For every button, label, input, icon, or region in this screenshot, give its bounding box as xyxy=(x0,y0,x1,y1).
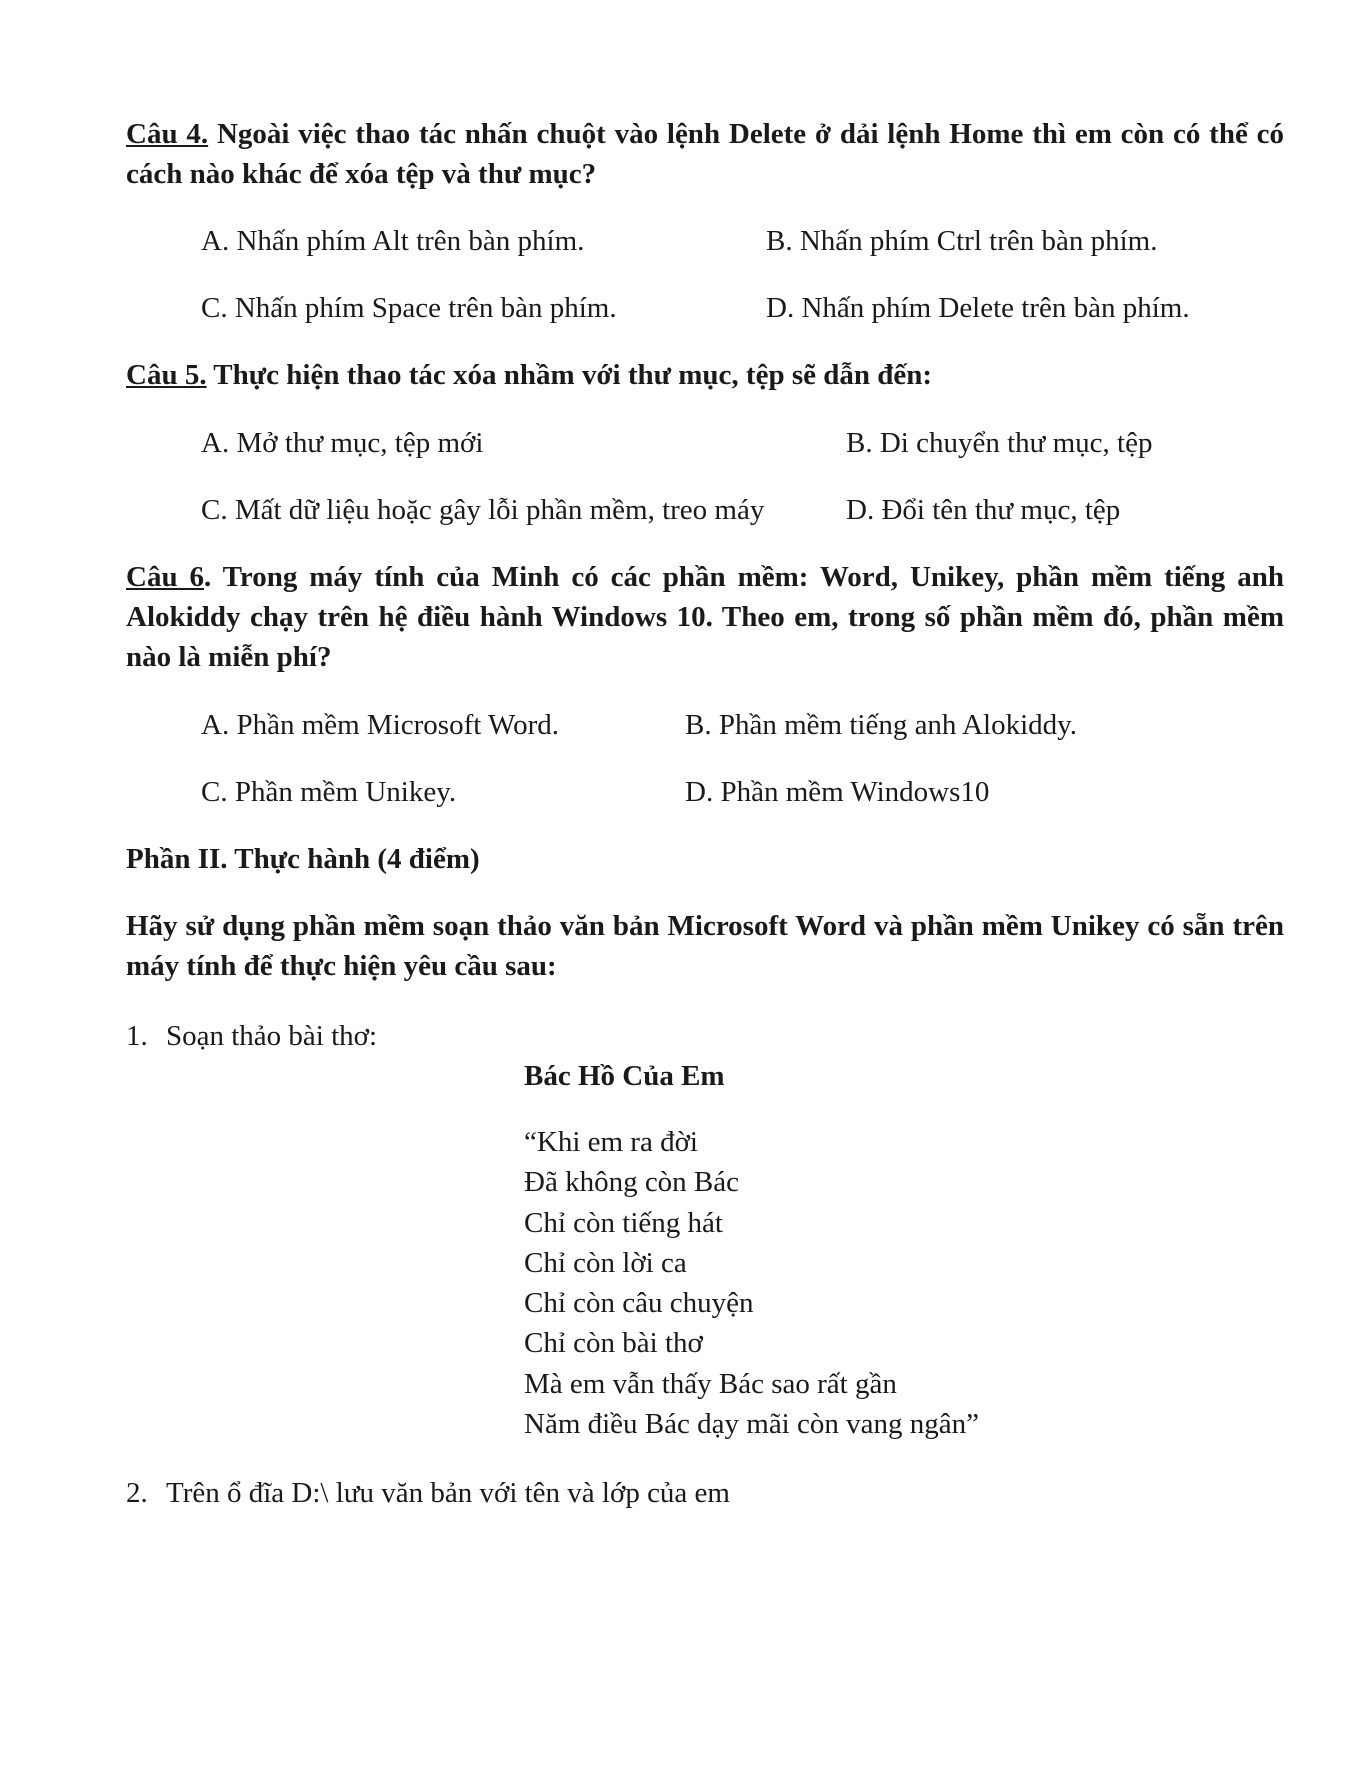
question-6-option-d: D. Phần mềm Windows10 xyxy=(685,776,990,808)
question-6-label: Câu 6 xyxy=(126,561,205,593)
question-6-option-b: B. Phần mềm tiếng anh Alokiddy. xyxy=(685,709,1078,741)
poem-line: Đã không còn Bác xyxy=(524,1166,740,1199)
question-6 xyxy=(126,557,1284,677)
question-5-label: Câu 5. xyxy=(126,359,207,391)
poem-line: Chỉ còn bài thơ xyxy=(524,1327,703,1360)
question-4-option-d: D. Nhấn phím Delete trên bàn phím. xyxy=(766,292,1190,324)
task-item-2-number: 2. xyxy=(126,1477,148,1509)
question-6-option-a: A. Phần mềm Microsoft Word. xyxy=(201,709,559,741)
question-5-option-d: D. Đổi tên thư mục, tệp xyxy=(846,494,1121,526)
question-5 xyxy=(126,355,1284,395)
task-item-2 xyxy=(126,1473,730,1513)
task-item-1 xyxy=(126,1016,377,1056)
poem-title: Bác Hồ Của Em xyxy=(524,1060,725,1092)
task-item-2-text: Trên ổ đĩa D:\ lưu văn bản với tên và lớp của em xyxy=(166,1477,730,1509)
question-4-text: Ngoài việc thao tác nhấn chuột vào lệnh Delete ở dải lệnh Home thì em còn có thể có cách nào khác để xóa tệp và thư mục? xyxy=(126,118,1285,190)
question-5-option-c: C. Mất dữ liệu hoặc gây lỗi phần mềm, treo máy xyxy=(201,494,765,526)
poem-line: Mà em vẫn thấy Bác sao rất gần xyxy=(524,1367,897,1400)
poem-lines xyxy=(524,1122,979,1444)
poem-line: “Khi em ra đời xyxy=(524,1126,698,1158)
question-4-option-b: B. Nhấn phím Ctrl trên bàn phím. xyxy=(766,225,1158,257)
question-4 xyxy=(126,114,1284,194)
task-item-1-number: 1. xyxy=(126,1020,148,1052)
question-4-option-c: C. Nhấn phím Space trên bàn phím. xyxy=(201,292,617,324)
question-5-option-b: B. Di chuyển thư mục, tệp xyxy=(846,427,1153,459)
question-4-label: Câu 4. xyxy=(126,118,209,150)
question-6-option-c: C. Phần mềm Unikey. xyxy=(201,776,457,808)
poem-line: Chỉ còn tiếng hát xyxy=(524,1206,723,1239)
question-6-text: . Trong máy tính của Minh có các phần mềm: Word, Unikey, phần mềm tiếng anh Alokiddy chạy trên hệ điều hành Windows 10. Theo em, trong số phần mềm đó, phần mềm nào là miễn phí? xyxy=(126,561,1285,673)
poem-line: Năm điều Bác dạy mãi còn vang ngân” xyxy=(524,1408,979,1441)
part-2-heading: Phần II. Thực hành (4 điểm) xyxy=(126,843,480,875)
poem-line: Chỉ còn lời ca xyxy=(524,1246,687,1279)
question-5-option-a: A. Mở thư mục, tệp mới xyxy=(201,427,484,459)
question-5-text: Thực hiện thao tác xóa nhầm với thư mục, tệp sẽ dẫn đến: xyxy=(206,359,933,391)
question-4-option-a: A. Nhấn phím Alt trên bàn phím. xyxy=(201,225,585,257)
part-2-instruction: Hãy sử dụng phần mềm soạn thảo văn bản Microsoft Word và phần mềm Unikey có sẵn trên máy tính để thực hiện yêu cầu sau: xyxy=(126,910,1284,982)
task-item-1-text: Soạn thảo bài thơ: xyxy=(166,1020,378,1052)
poem-line: Chỉ còn câu chuyện xyxy=(524,1287,754,1320)
